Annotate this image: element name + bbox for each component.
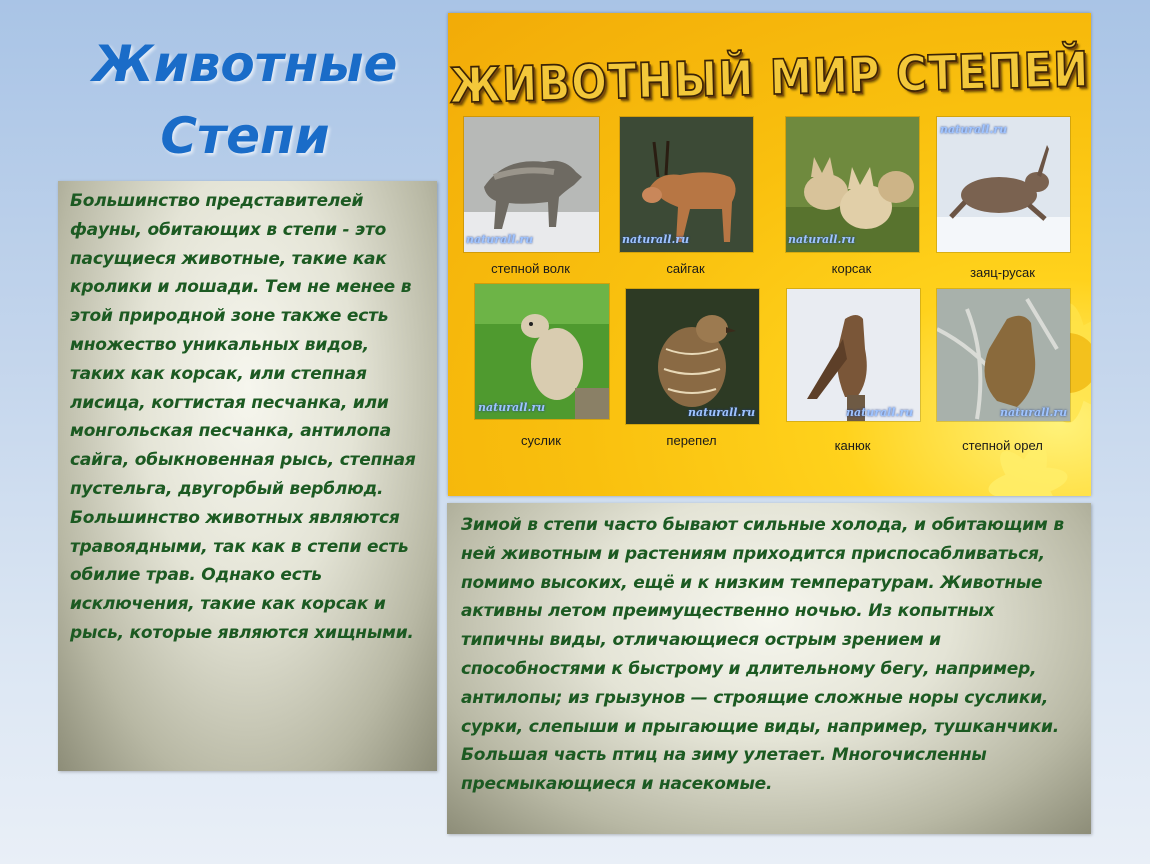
buzzard-photo (786, 288, 921, 422)
watermark: naturall.ru (688, 406, 756, 419)
watermark: naturall.ru (478, 401, 546, 414)
watermark: naturall.ru (940, 123, 1008, 136)
left-paragraph: Большинство представителей фауны, обитающих в степи - это пасущиеся животные, такие как кролики и лошади. Тем не менее в этой природной зоне также есть множество уникальных видов, таких как корсак, или степная лисица, когтистая песчанка, или монгольская песчанка, антилопа сайга, обыкновенная рысь, степная пустельга, двугорбый верблюд. Большинство животных являются травоядными, так как в степи есть обилие трав. Однако есть исключения, такие как корсак и рысь, которые являются хищными. (70, 191, 416, 643)
caption-corsac: корсак (831, 261, 872, 276)
eagle-photo (936, 288, 1071, 422)
title-line-1: Животные (92, 35, 398, 93)
title-line-2: Степи (160, 107, 330, 165)
watermark: naturall.ru (622, 233, 690, 246)
caption-wolf: степной волк (491, 261, 570, 276)
left-text-box (58, 181, 437, 771)
slide-title (60, 28, 430, 172)
caption-buzzard: канюк (834, 438, 871, 453)
right-text-box (447, 503, 1091, 834)
caption-gopher: суслик (521, 433, 561, 448)
watermark: naturall.ru (788, 233, 856, 246)
quail-photo (625, 288, 760, 425)
caption-saiga: сайгак (666, 261, 705, 276)
gopher-photo (474, 283, 610, 420)
caption-quail: перепел (666, 433, 717, 448)
caption-eagle: степной орел (962, 438, 1043, 453)
hare-photo (936, 116, 1071, 253)
right-paragraph: Зимой в степи часто бывают сильные холода, и обитающим в ней животным и растениям приходится приспосабливаться, помимо высоких, ещё и к низким температурам. Животные активны летом преимущественно ночью. Из копытных типичны виды, отличающиеся острым зрением и способностями к быстрому и длительному бегу, например, антилопы; из грызунов — строящие сложные норы суслики, сурки, слепыши и прыгающие виды, например, тушканчики. Большая часть птиц на зиму улетает. Многочисленны пресмыкающиеся и насекомые. (461, 515, 1064, 795)
watermark: naturall.ru (846, 406, 914, 419)
poster-title: ЖИВОТНЫЙ МИР СТЕПЕЙ (448, 40, 1091, 115)
watermark: naturall.ru (1000, 406, 1068, 419)
steppe-fauna-poster (448, 13, 1091, 496)
caption-hare: заяц-русак (970, 265, 1035, 280)
watermark: naturall.ru (466, 233, 534, 246)
